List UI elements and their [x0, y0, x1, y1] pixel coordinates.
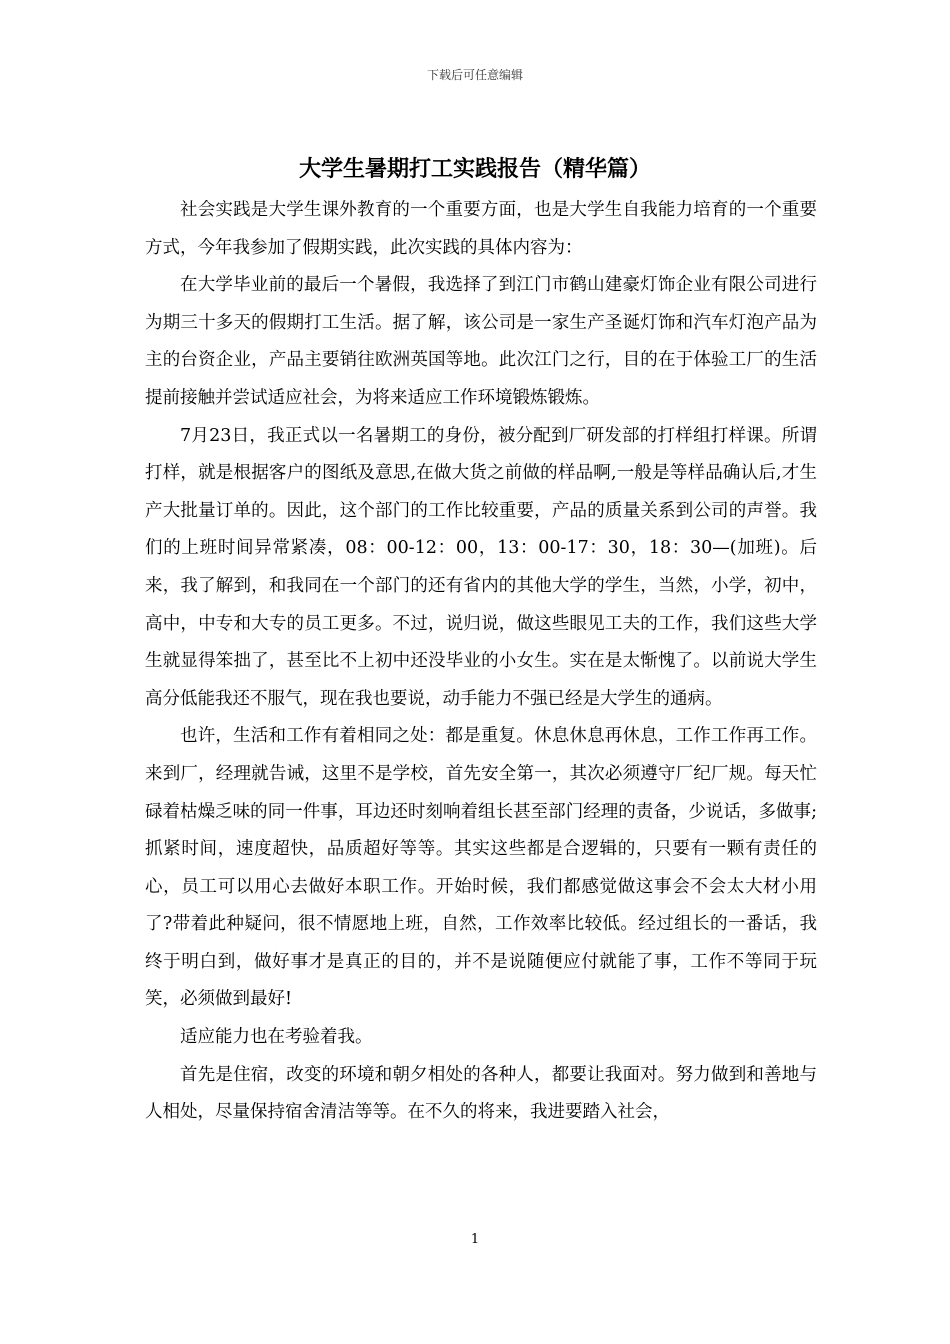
paragraph-reflection: 也许，生活和工作有着相同之处：都是重复。休息休息再休息，工作工作再工作。来到厂，经理就告诫，这里不是学校，首先安全第一，其次必须遵守厂纪厂规。每天忙碌着枯燥乏味的同一件事，耳边还时刻响着组长甚至部门经理的责备，少说话，多做事;抓紧时间，速度超快，品质超好等等。其实这些都是合逻辑的，只要有一颗有责任的心，员工可以用心去做好本职工作。开始时候，我们都感觉做这事会不会太大材小用了?带着此种疑问，很不情愿地上班，自然，工作效率比较低。经过组长的一番话，我终于明白到，做好事才是真正的目的，并不是说随便应付就能了事，工作不等同于玩笑，必须做到最好! [145, 726, 817, 1010]
paragraph-intro: 社会实践是大学生课外教育的一个重要方面，也是大学生自我能力培育的一个重要方式，今年我参加了假期实践，此次实践的具体内容为： [145, 200, 817, 258]
document-body [145, 192, 817, 1132]
header-note: 下载后可任意编辑 [426, 68, 523, 82]
document-title: 大学生暑期打工实践报告（精华篇） [298, 156, 651, 182]
paragraph-company: 在大学毕业前的最后一个暑假，我选择了到江门市鹤山建豪灯饰企业有限公司进行为期三十多天的假期打工生活。据了解，该公司是一家生产圣诞灯饰和汽车灯泡产品为主的台资企业，产品主要销往欧洲英国等地。此次江门之行，目的在于体验工厂的生活提前接触并尝试适应社会，为将来适应工作环境锻炼锻炼。 [145, 275, 817, 408]
paragraph-accommodation: 首先是住宿，改变的环境和朝夕相处的各种人，都要让我面对。努力做到和善地与人相处，尽量保持宿舍清洁等等。在不久的将来，我进要踏入社会， [145, 1064, 817, 1123]
paragraph-adaptability: 适应能力也在考验着我。 [180, 1027, 373, 1048]
page-number: 1 [470, 1232, 480, 1247]
paragraph-work-schedule: 7月23日，我正式以一名暑期工的身份，被分配到厂研发部的打样组打样课。所谓打样，就是根据客户的图纸及意思,在做大货之前做的样品啊,一般是等样品确认后,才生产大批量订单的。因此，这个部门的工作比较重要，产品的质量关系到公司的声誉。我们的上班时间异常紧凑，08：00-12：00，13：00-17：30，18：30—(加班)。后来，我了解到，和我同在一个部门的还有省内的其他大学的学生，当然，小学，初中，高中，中专和大专的员工更多。不过，说归说，做这些眼见工夫的工作，我们这些大学生就显得笨拙了，甚至比不上初中还没毕业的小女生。实在是太惭愧了。以前说大学生高分低能我还不服气，现在我也要说，动手能力不强已经是大学生的通病。 [145, 425, 817, 709]
